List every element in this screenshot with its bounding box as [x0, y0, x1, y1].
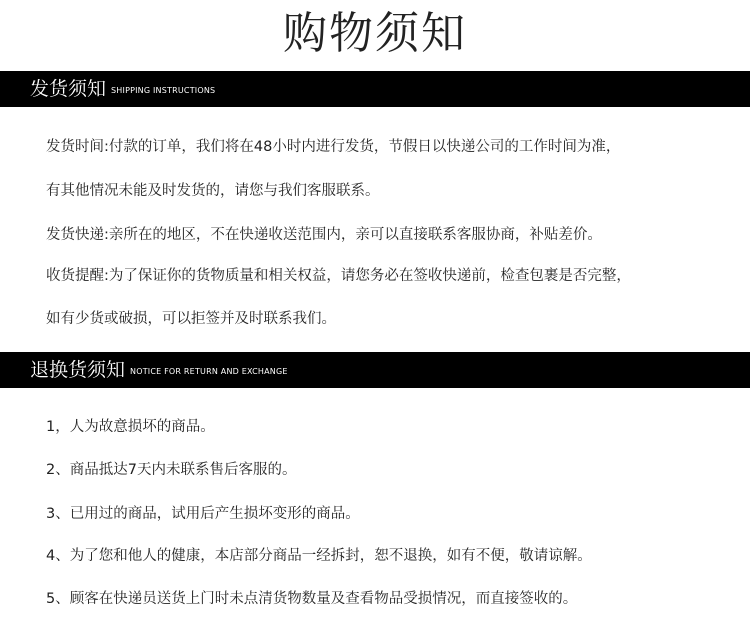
- shipping-section-title: 发货须知: [30, 78, 107, 100]
- return-section-header: [0, 352, 750, 388]
- page-title: 购物须知: [283, 8, 467, 59]
- shipping-section-header: [0, 71, 750, 107]
- return-item: 3、已用过的商品，试用后产生损坏变形的商品。: [46, 506, 360, 522]
- shipping-line: 发货快递:亲所在的地区，不在快递收送范围内，亲可以直接联系客服协商，补贴差价。: [46, 227, 602, 243]
- return-section-subtitle: NOTICE FOR RETURN AND EXCHANGE: [130, 367, 288, 376]
- shipping-line: 收货提醒:为了保证你的货物质量和相关权益，请您务必在签收快递前，检查包裹是否完整，: [46, 268, 631, 284]
- return-item: 5、顾客在快递员送货上门时未点清货物数量及查看物品受损情况，而直接签收的。: [46, 591, 578, 607]
- shipping-line: 发货时间:付款的订单，我们将在48小时内进行发货，节假日以快递公司的工作时间为准，: [46, 139, 621, 155]
- shipping-section-subtitle: SHIPPING INSTRUCTIONS: [111, 86, 216, 95]
- return-item: 4、为了您和他人的健康，本店部分商品一经拆封，恕不退换，如有不便，敬请谅解。: [46, 548, 592, 564]
- return-item: 1，人为故意损坏的商品。: [46, 419, 215, 435]
- return-item: 2、商品抵达7天内未联系售后客服的。: [46, 462, 297, 478]
- shipping-line: 有其他情况未能及时发货的，请您与我们客服联系。: [46, 183, 380, 199]
- return-section-title: 退换货须知: [30, 359, 126, 381]
- shipping-line: 如有少货或破损，可以拒签并及时联系我们。: [46, 311, 336, 327]
